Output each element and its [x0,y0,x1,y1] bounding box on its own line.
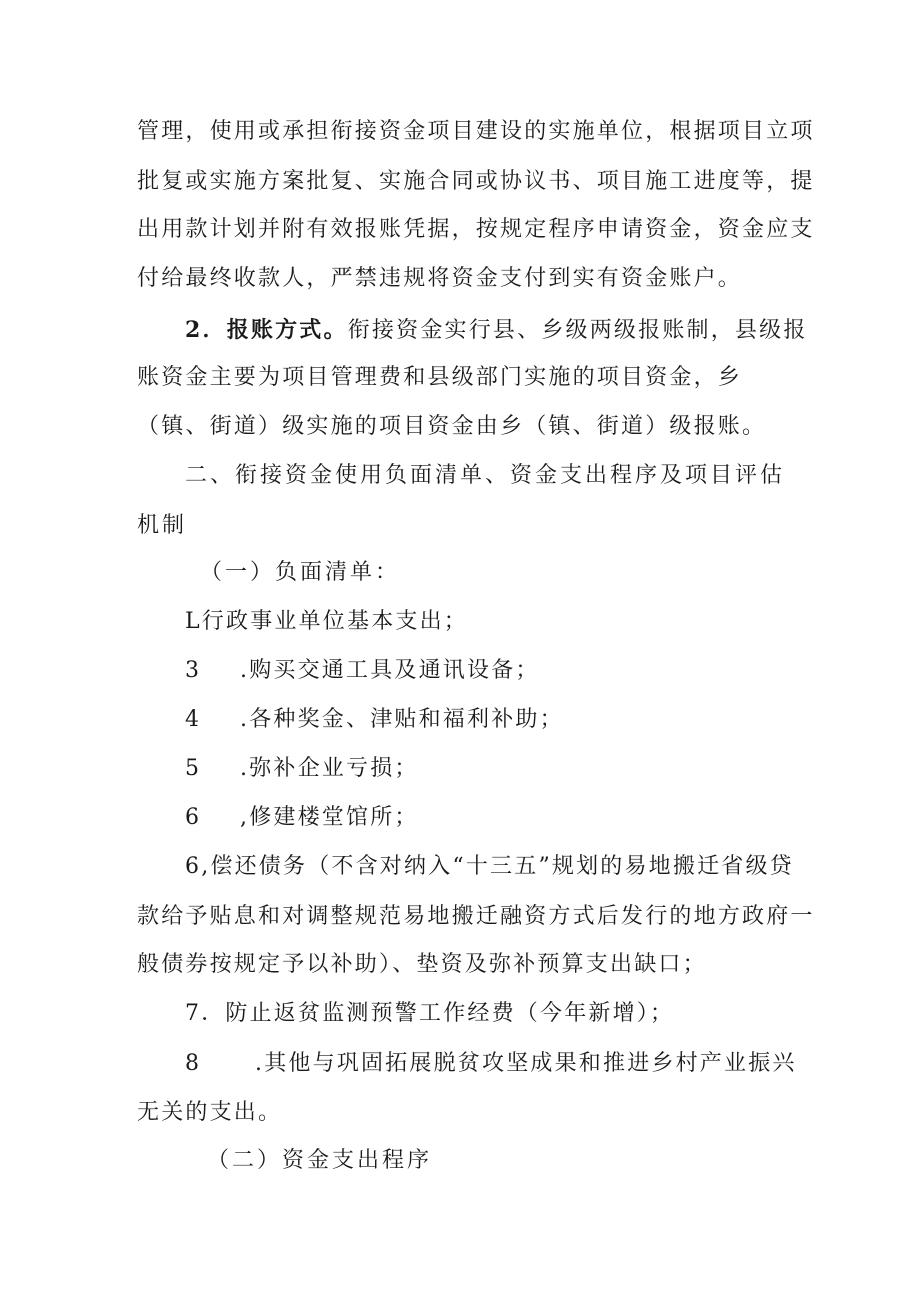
list-item: ,修建楼堂馆所； [240,805,419,830]
paragraph-line: 付给最终收款人，严禁违规将资金支付到实有资金账户。 [137,266,743,291]
report-method-lead: 2．报账方式。 [185,317,348,343]
subheading-expenditure-procedure: （二）资金支出程序 [207,1148,433,1173]
report-method-text: 衔接资金实行县、乡级两级报账制，县级报 [347,318,808,343]
list-item-continued: 无关的支出。 [137,1100,283,1125]
paragraph-line: 管理，使用或承担衔接资金项目建设的实施单位，根据项目立项 [137,119,815,144]
list-item-number: 3 [185,658,202,683]
list-item: .购买交通工具及通讯设备； [240,658,540,683]
list-item-number: 6 [185,805,202,830]
list-item-continued: 般债券按规定予以补助）、垫资及弥补预算支出缺口； [137,952,707,977]
section-heading: 二、衔接资金使用负面清单、资金支出程序及项目评估 [185,463,786,488]
paragraph-line: （镇、街道）级实施的项目资金由乡（镇、街道）级报账。 [137,414,767,439]
list-item-number: 4 [185,707,202,732]
list-item-number: 5 [185,756,202,781]
list-item-continued: 款给予贴息和对调整规范易地搬迁融资方式后发行的地方政府一 [137,904,815,929]
list-item: 7．防止返贫监测预警工作经费（今年新增）； [185,1001,675,1026]
subheading-negative-list: （一）负面清单： [200,560,401,585]
list-item: .其他与巩固拓展脱贫攻坚成果和推进乡村产业振兴 [255,1051,797,1076]
list-item-number: 8 [185,1051,202,1076]
paragraph-line [185,315,808,346]
list-item: L行政事业单位基本支出； [185,609,469,634]
paragraph-line: 批复或实施方案批复、实施合同或协议书、项目施工进度等，提 [137,169,815,194]
paragraph-line: 出用款计划并附有效报账凭据，按规定程序申请资金，资金应支 [137,217,815,242]
list-item: .各种奖金、津贴和福利补助； [240,707,564,732]
section-heading-continued: 机制 [137,513,188,538]
paragraph-line: 账资金主要为项目管理费和县级部门实施的项目资金，乡 [137,365,743,390]
list-item: 6,偿还债务（不含对纳入“十三五”规划的易地搬迁省级贷 [185,854,794,879]
list-item: .弥补企业亏损； [240,756,419,781]
